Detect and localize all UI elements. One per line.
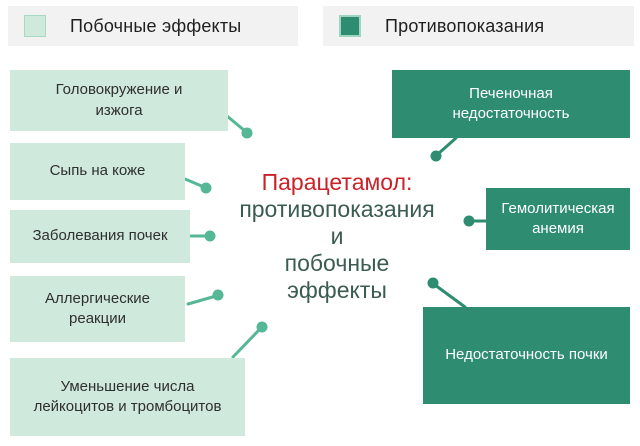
side-effect-box-leukocytes-platelets [10,358,245,436]
contraindications-color-swatch-icon [339,15,361,37]
side-effect-box-kidney-disease [10,210,190,263]
contraindication-label: Недостаточность почки [445,346,608,364]
title-line: противопоказания [239,196,435,222]
side-effect-box-skin-rash [10,143,185,200]
title-line: побочные [284,250,390,276]
side-effect-label: Сыпь на коже [49,162,146,180]
title-line: и [330,223,344,249]
legend-side-effects [8,6,298,46]
legend-contraindications-label: Противопоказания [385,15,545,36]
page-title [228,169,446,304]
contraindication-box-hemolytic-anemia [486,188,630,250]
side-effects-color-swatch-icon [24,15,46,37]
side-effect-box-dizziness-heartburn [10,70,228,131]
side-effect-label: Аллергические реакции [45,289,150,327]
legend-side-effects-label: Побочные эффекты [70,15,242,36]
contraindication-label: Печеночная недостаточность [452,84,570,122]
contraindication-box-kidney-failure [423,307,630,404]
side-effect-label: Головокружение и изжога [55,81,183,119]
title-line: эффекты [287,277,387,303]
side-effect-label: Уменьшение числа лейкоцитов и тромбоцитов [33,377,222,415]
drug-name: Парацетамол: [261,169,413,195]
contraindication-box-liver-failure [392,70,630,138]
side-effect-box-allergic-reactions [10,276,185,342]
legend-contraindications [323,6,634,46]
side-effect-label: Заболевания почек [32,227,168,245]
contraindication-label: Гемолитическая анемия [501,199,615,237]
